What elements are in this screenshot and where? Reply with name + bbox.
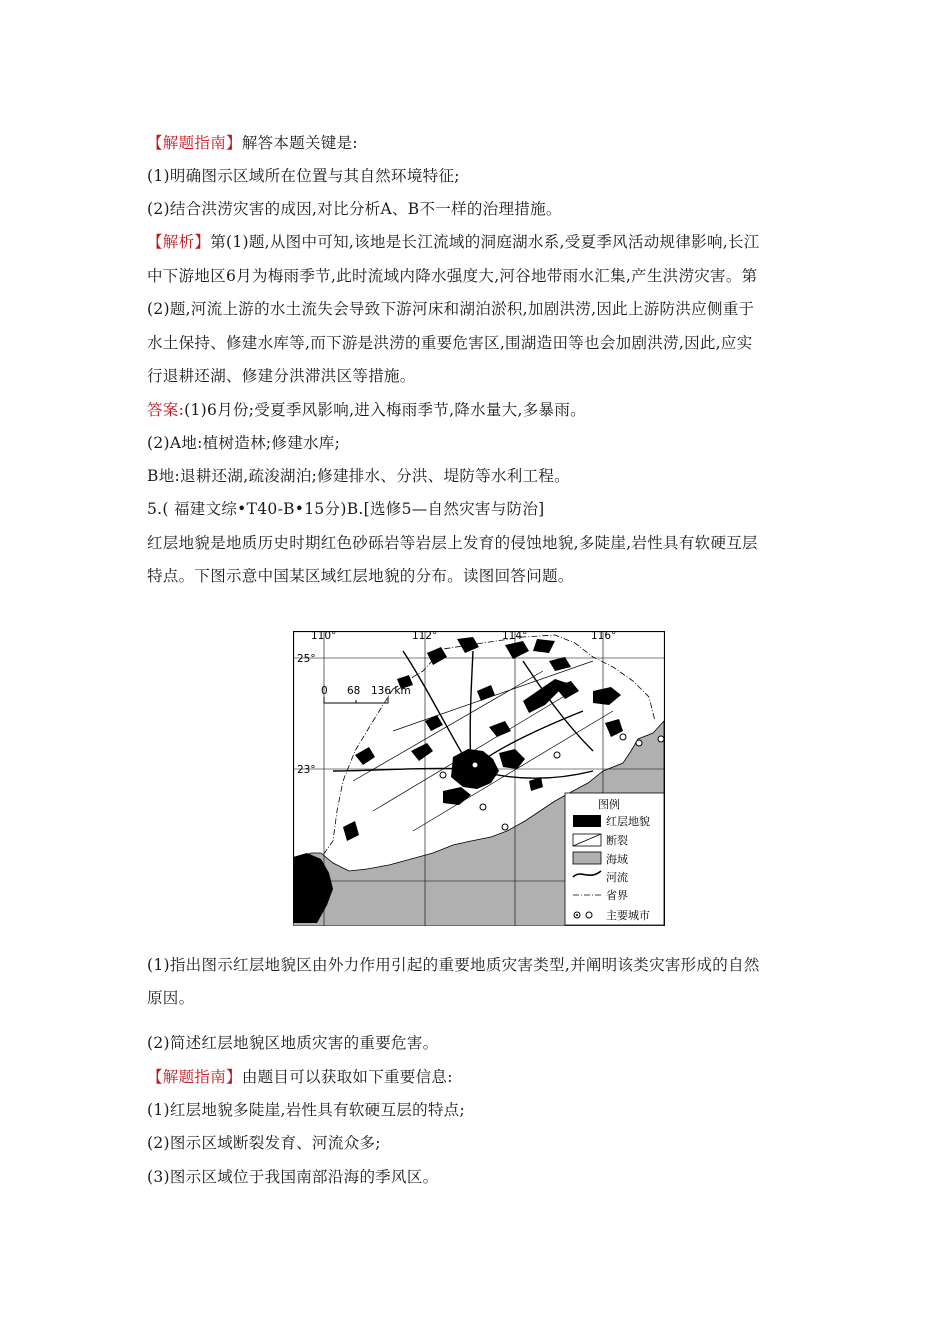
city-marker	[440, 772, 446, 778]
line-text: B地:退耕还湖,疏浚湖泊;修建排水、分洪、堤防等水利工程。	[147, 467, 570, 485]
city-marker	[636, 740, 642, 746]
line-text: (2)结合洪涝灾害的成因,对比分析A、B不一样的治理措施。	[147, 200, 562, 218]
svg-text:136 km: 136 km	[371, 685, 411, 697]
text-line	[147, 533, 758, 553]
text-line	[147, 199, 562, 219]
map-legend	[565, 793, 664, 925]
lon-label: 116°	[591, 631, 617, 642]
text-line	[147, 166, 460, 186]
line-text: (1)6月份;受夏季风影响,进入梅雨季节,降水量大,多暴雨。	[184, 401, 586, 419]
svg-text:省界: 省界	[606, 889, 628, 902]
city-marker	[480, 804, 486, 810]
text-line	[147, 466, 570, 486]
text-line	[147, 400, 586, 420]
section-tag: 【解题指南】	[147, 134, 242, 152]
line-text: (1)指出图示红层地貌区由外力作用引起的重要地质灾害类型,并阐明该类灾害形成的自然	[147, 956, 760, 974]
section-tag: 答案:	[147, 401, 185, 419]
text-line	[147, 232, 760, 252]
svg-text:海域: 海域	[606, 853, 628, 866]
line-text: 原因。	[147, 989, 195, 1007]
line-text: (2)图示区域断裂发育、河流众多;	[147, 1134, 381, 1152]
text-line	[147, 1100, 465, 1120]
text-line	[147, 266, 757, 286]
svg-text:主要城市: 主要城市	[606, 909, 650, 922]
line-text: 行退耕还湖、修建分洪滞洪区等措施。	[147, 367, 416, 385]
city-marker	[472, 762, 478, 768]
text-line	[147, 1033, 438, 1053]
lat-label: 23°	[297, 764, 316, 776]
line-text: 由题目可以获取如下重要信息:	[241, 1068, 453, 1086]
text-line	[147, 499, 544, 519]
text-line	[147, 988, 194, 1008]
city-marker	[502, 824, 508, 830]
text-line	[147, 366, 416, 386]
line-text: 红层地貌是地质历史时期红色砂砾岩等岩层上发育的侵蚀地貌,多陡崖,岩性具有软硬互层	[147, 534, 758, 552]
text-line	[147, 133, 358, 153]
text-line	[147, 299, 754, 319]
line-text: (1)红层地貌多陡崖,岩性具有软硬互层的特点;	[147, 1101, 466, 1119]
line-text: (2)简述红层地貌区地质灾害的重要危害。	[147, 1034, 439, 1052]
line-text: (2)题,河流上游的水土流失会导致下游河床和湖泊淤积,加剧洪涝,因此上游防洪应侧重于	[147, 300, 755, 318]
line-text: 第(1)题,从图中可知,该地是长江流域的洞庭湖水系,受夏季风活动规律影响,长江	[210, 233, 760, 251]
lat-label: 25°	[297, 653, 316, 665]
text-line	[147, 1167, 438, 1187]
text-line	[147, 1067, 453, 1087]
svg-text:河流: 河流	[606, 871, 628, 884]
line-text: 特点。下图示意中国某区域红层地貌的分布。读图回答问题。	[147, 567, 574, 585]
lon-label: 112°	[412, 631, 438, 642]
lon-label: 110°	[311, 631, 337, 642]
city-marker	[554, 752, 560, 758]
city-marker	[658, 736, 664, 742]
text-line	[147, 333, 753, 353]
section-tag: 【解析】	[147, 233, 211, 251]
line-text: (1)明确图示区域所在位置与其自然环境特征;	[147, 167, 460, 185]
svg-text:0: 0	[321, 685, 328, 697]
line-text: 解答本题关键是:	[241, 134, 358, 152]
text-line	[147, 955, 760, 975]
text-line	[147, 1133, 381, 1153]
svg-text:68: 68	[347, 685, 361, 697]
lon-label: 114°	[502, 631, 528, 642]
text-line	[147, 566, 574, 586]
line-text: (3)图示区域位于我国南部沿海的季风区。	[147, 1168, 439, 1186]
text-line	[147, 433, 340, 453]
lat-label: 21°	[297, 876, 316, 888]
section-tag: 【解题指南】	[147, 1068, 242, 1086]
city-marker	[620, 734, 626, 740]
line-text: 中下游地区6月为梅雨季节,此时流域内降水强度大,河谷地带雨水汇集,产生洪涝灾害。第	[147, 267, 758, 285]
line-text: (2)A地:植树造林;修建水库;	[147, 434, 341, 452]
svg-text:断裂: 断裂	[606, 834, 628, 847]
line-text: 水土保持、修建水库等,而下游是洪涝的重要危害区,围湖造田等也会加剧洪涝,因此,应实	[147, 334, 753, 352]
svg-text:图例: 图例	[598, 798, 620, 811]
red-bed-landform-map	[293, 631, 665, 926]
line-text: 5.( 福建文综•T40-B•15分)B.[选修5—自然灾害与防治]	[147, 500, 545, 518]
svg-text:红层地貌: 红层地貌	[606, 815, 650, 828]
